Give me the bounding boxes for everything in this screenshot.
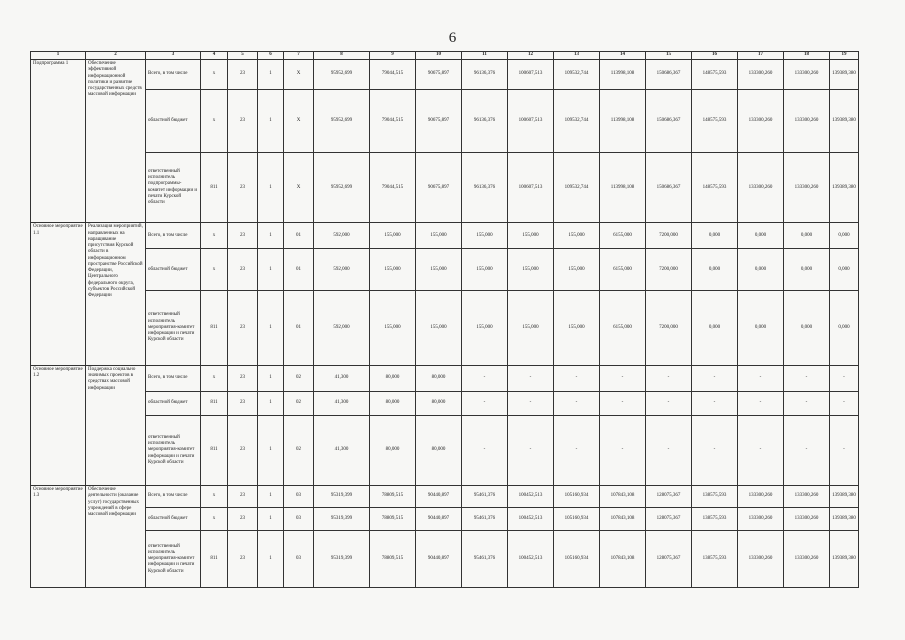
code-cell: 03 [284, 486, 314, 508]
code-cell: 03 [284, 531, 314, 588]
header-cell: 4 [201, 52, 228, 60]
amount-cell: 148575,593 [692, 89, 738, 152]
amount-cell: 107843,108 [600, 531, 646, 588]
amount-cell: 100607,513 [508, 60, 554, 89]
amount-cell: 155,000 [508, 223, 554, 249]
amount-cell: 155,000 [370, 291, 416, 366]
funding-source: Всего, в том числе [146, 60, 201, 89]
amount-cell: 155,000 [416, 249, 462, 291]
code-cell: 811 [201, 153, 228, 223]
amount-cell: 139389,380 [830, 486, 859, 508]
code-cell: 1 [258, 249, 284, 291]
amount-cell: - [600, 365, 646, 391]
amount-cell: 80,000 [416, 415, 462, 485]
amount-cell: - [554, 415, 600, 485]
code-cell: 1 [258, 153, 284, 223]
code-cell: х [201, 249, 228, 291]
header-cell: 17 [738, 52, 784, 60]
amount-cell: 7200,000 [646, 223, 692, 249]
amount-cell: - [508, 365, 554, 391]
amount-cell: 133300,260 [784, 486, 830, 508]
code-cell: 1 [258, 89, 284, 152]
header-cell: 3 [146, 52, 201, 60]
header-cell: 2 [86, 52, 146, 60]
amount-cell: 128075,367 [646, 507, 692, 531]
amount-cell: 109532,744 [554, 60, 600, 89]
amount-cell: - [784, 392, 830, 416]
code-cell: 1 [258, 531, 284, 588]
amount-cell: 95952,699 [314, 89, 370, 152]
amount-cell: 95461,376 [462, 486, 508, 508]
funding-source: областной бюджет [146, 507, 201, 531]
amount-cell: 133300,260 [738, 531, 784, 588]
amount-cell: 155,000 [508, 249, 554, 291]
amount-cell: - [554, 392, 600, 416]
amount-cell: 155,000 [462, 223, 508, 249]
amount-cell: 133300,260 [784, 153, 830, 223]
header-cell: 6 [258, 52, 284, 60]
amount-cell: 7200,000 [646, 291, 692, 366]
amount-cell: 155,000 [508, 291, 554, 366]
code-cell: х [201, 507, 228, 531]
code-cell: х [201, 486, 228, 508]
amount-cell: - [600, 392, 646, 416]
table-row [31, 486, 859, 508]
header-cell: 16 [692, 52, 738, 60]
amount-cell: 113998,108 [600, 60, 646, 89]
amount-cell: - [462, 365, 508, 391]
amount-cell: 96136,376 [462, 60, 508, 89]
amount-cell: 155,000 [554, 249, 600, 291]
amount-cell: 139389,380 [830, 60, 859, 89]
amount-cell: - [784, 415, 830, 485]
funding-source: ответственный исполнитель мероприятия-комитет информации и печати Курской области [146, 291, 201, 366]
code-cell: 811 [201, 415, 228, 485]
code-cell: 23 [228, 60, 258, 89]
header-cell: 15 [646, 52, 692, 60]
code-cell: 1 [258, 507, 284, 531]
amount-cell: - [692, 365, 738, 391]
code-cell: 03 [284, 507, 314, 531]
header-cell: 10 [416, 52, 462, 60]
amount-cell: 139389,380 [830, 89, 859, 152]
code-cell: 23 [228, 249, 258, 291]
amount-cell: 148575,593 [692, 153, 738, 223]
amount-cell: - [646, 415, 692, 485]
amount-cell: 6155,000 [600, 223, 646, 249]
amount-cell: 0,000 [738, 249, 784, 291]
code-cell: 23 [228, 223, 258, 249]
program-name: Обеспечение деятельности (оказание услуг) государственных учреждений в сфере массовой информации [86, 486, 146, 588]
header-cell: 8 [314, 52, 370, 60]
header-cell: 1 [31, 52, 86, 60]
table-row [31, 392, 859, 416]
amount-cell: 139389,380 [830, 153, 859, 223]
table-row [31, 507, 859, 531]
amount-cell: 133300,260 [738, 60, 784, 89]
amount-cell: 148575,593 [692, 60, 738, 89]
amount-cell: - [692, 415, 738, 485]
amount-cell: 95952,699 [314, 153, 370, 223]
table-row [31, 249, 859, 291]
code-cell: Х [284, 153, 314, 223]
amount-cell: 0,000 [784, 249, 830, 291]
amount-cell: - [738, 365, 784, 391]
amount-cell: 6155,000 [600, 249, 646, 291]
program-code: Основное мероприятие 1.2 [31, 365, 86, 485]
code-cell: Х [284, 89, 314, 152]
code-cell: 1 [258, 415, 284, 485]
funding-source: ответственный исполнитель мероприятия-комитет информации и печати Курской области [146, 415, 201, 485]
funding-source: ответственный исполнитель мероприятия-комитет информации и печати Курской области [146, 531, 201, 588]
amount-cell: 78809,515 [370, 486, 416, 508]
code-cell: 811 [201, 392, 228, 416]
amount-cell: - [738, 415, 784, 485]
amount-cell: - [462, 415, 508, 485]
amount-cell: 79044,515 [370, 60, 416, 89]
amount-cell: - [784, 365, 830, 391]
amount-cell: 90675,897 [416, 60, 462, 89]
amount-cell: 78809,515 [370, 507, 416, 531]
header-cell: 14 [600, 52, 646, 60]
amount-cell: 592,000 [314, 291, 370, 366]
amount-cell: - [830, 392, 859, 416]
code-cell: 01 [284, 223, 314, 249]
header-cell: 12 [508, 52, 554, 60]
amount-cell: 78809,515 [370, 531, 416, 588]
table-row [31, 531, 859, 588]
amount-cell: 0,000 [692, 249, 738, 291]
amount-cell: 80,000 [416, 365, 462, 391]
amount-cell: 133300,260 [784, 89, 830, 152]
amount-cell: 79044,515 [370, 89, 416, 152]
table-row [31, 89, 859, 152]
program-code: Подпрограмма 1 [31, 60, 86, 223]
code-cell: х [201, 60, 228, 89]
header-cell: 19 [830, 52, 859, 60]
code-cell: 811 [201, 531, 228, 588]
amount-cell: 100607,513 [508, 89, 554, 152]
amount-cell: 0,000 [738, 223, 784, 249]
amount-cell: - [554, 365, 600, 391]
amount-cell: 90675,897 [416, 153, 462, 223]
amount-cell: 95952,699 [314, 60, 370, 89]
amount-cell: 592,000 [314, 223, 370, 249]
code-cell: 1 [258, 223, 284, 249]
amount-cell: 139389,380 [830, 507, 859, 531]
amount-cell: 100452,513 [508, 507, 554, 531]
amount-cell: 80,000 [370, 415, 416, 485]
code-cell: 23 [228, 291, 258, 366]
amount-cell: 6155,000 [600, 291, 646, 366]
header-cell: 9 [370, 52, 416, 60]
amount-cell: 109532,744 [554, 153, 600, 223]
code-cell: 01 [284, 249, 314, 291]
amount-cell: 80,000 [416, 392, 462, 416]
program-code: Основное мероприятие 1.1 [31, 223, 86, 366]
amount-cell: 95319,399 [314, 507, 370, 531]
amount-cell: - [830, 365, 859, 391]
budget-table [30, 51, 859, 588]
amount-cell: - [508, 392, 554, 416]
amount-cell: 133300,260 [784, 531, 830, 588]
amount-cell: 138575,593 [692, 531, 738, 588]
code-cell: х [201, 223, 228, 249]
amount-cell: 150686,367 [646, 60, 692, 89]
code-cell: 23 [228, 365, 258, 391]
table-row [31, 415, 859, 485]
amount-cell: 107843,108 [600, 486, 646, 508]
amount-cell: - [646, 392, 692, 416]
code-cell: 23 [228, 153, 258, 223]
amount-cell: 105160,934 [554, 507, 600, 531]
amount-cell: 0,000 [738, 291, 784, 366]
table-row [31, 60, 859, 89]
amount-cell: 128075,367 [646, 531, 692, 588]
amount-cell: - [646, 365, 692, 391]
header-cell: 18 [784, 52, 830, 60]
header-row [31, 52, 859, 60]
amount-cell: 7200,000 [646, 249, 692, 291]
amount-cell: 0,000 [830, 291, 859, 366]
amount-cell: - [462, 392, 508, 416]
code-cell: 23 [228, 415, 258, 485]
amount-cell: - [692, 392, 738, 416]
code-cell: х [201, 365, 228, 391]
table-row [31, 153, 859, 223]
amount-cell: 113998,108 [600, 89, 646, 152]
funding-source: областной бюджет [146, 249, 201, 291]
amount-cell: 139389,380 [830, 531, 859, 588]
code-cell: 23 [228, 392, 258, 416]
code-cell: 23 [228, 486, 258, 508]
code-cell: 02 [284, 415, 314, 485]
amount-cell: 133300,260 [738, 153, 784, 223]
amount-cell: 41,300 [314, 415, 370, 485]
header-cell: 5 [228, 52, 258, 60]
header-cell: 11 [462, 52, 508, 60]
amount-cell: 113998,108 [600, 153, 646, 223]
amount-cell: 155,000 [416, 291, 462, 366]
amount-cell: 592,000 [314, 249, 370, 291]
amount-cell: 95319,399 [314, 486, 370, 508]
amount-cell: 0,000 [784, 291, 830, 366]
amount-cell: 128075,367 [646, 486, 692, 508]
page-number: 6 [448, 30, 457, 46]
funding-source: Всего, в том числе [146, 223, 201, 249]
amount-cell: 96136,376 [462, 153, 508, 223]
amount-cell: 155,000 [462, 249, 508, 291]
amount-cell: 105160,934 [554, 531, 600, 588]
amount-cell: 80,000 [370, 365, 416, 391]
amount-cell: 41,300 [314, 365, 370, 391]
amount-cell: - [738, 392, 784, 416]
amount-cell: 90440,897 [416, 507, 462, 531]
amount-cell: 0,000 [830, 223, 859, 249]
amount-cell: 109532,744 [554, 89, 600, 152]
amount-cell: 79044,515 [370, 153, 416, 223]
program-name: Поддержка социально значимых проектов в средствах массовой информации [86, 365, 146, 485]
code-cell: 811 [201, 291, 228, 366]
amount-cell: 155,000 [554, 223, 600, 249]
amount-cell: 133300,260 [738, 486, 784, 508]
code-cell: 02 [284, 392, 314, 416]
amount-cell: 155,000 [554, 291, 600, 366]
amount-cell: 133300,260 [738, 89, 784, 152]
code-cell: 1 [258, 486, 284, 508]
amount-cell: 155,000 [370, 223, 416, 249]
amount-cell: 150686,367 [646, 153, 692, 223]
amount-cell: 95461,376 [462, 531, 508, 588]
amount-cell: - [600, 415, 646, 485]
amount-cell: 138575,593 [692, 486, 738, 508]
amount-cell: 80,000 [370, 392, 416, 416]
table-row [31, 365, 859, 391]
amount-cell: 41,300 [314, 392, 370, 416]
funding-source: областной бюджет [146, 392, 201, 416]
code-cell: 1 [258, 60, 284, 89]
code-cell: 1 [258, 392, 284, 416]
amount-cell: 133300,260 [738, 507, 784, 531]
amount-cell: 0,000 [692, 291, 738, 366]
amount-cell: 100452,513 [508, 531, 554, 588]
amount-cell: 100452,513 [508, 486, 554, 508]
code-cell: 23 [228, 531, 258, 588]
program-code: Основное мероприятие 1.3 [31, 486, 86, 588]
header-cell: 13 [554, 52, 600, 60]
amount-cell: 95319,399 [314, 531, 370, 588]
code-cell: 02 [284, 365, 314, 391]
table-row [31, 291, 859, 366]
amount-cell: - [508, 415, 554, 485]
code-cell: Х [284, 60, 314, 89]
amount-cell: - [830, 415, 859, 485]
amount-cell: 95461,376 [462, 507, 508, 531]
amount-cell: 0,000 [830, 249, 859, 291]
code-cell: 01 [284, 291, 314, 366]
header-cell: 7 [284, 52, 314, 60]
amount-cell: 155,000 [416, 223, 462, 249]
table-row [31, 223, 859, 249]
amount-cell: 155,000 [370, 249, 416, 291]
amount-cell: 96136,376 [462, 89, 508, 152]
program-name: Реализация мероприятий, направленных на наращивание присутствия Курской области в информационном пространстве Российской Федерации, Центрального федерального округа, субъектов Российской Федерации [86, 223, 146, 366]
code-cell: 1 [258, 291, 284, 366]
amount-cell: 150686,367 [646, 89, 692, 152]
amount-cell: 90440,897 [416, 531, 462, 588]
amount-cell: 90440,897 [416, 486, 462, 508]
funding-source: Всего, в том числе [146, 365, 201, 391]
amount-cell: 0,000 [692, 223, 738, 249]
amount-cell: 90675,897 [416, 89, 462, 152]
amount-cell: 105160,934 [554, 486, 600, 508]
funding-source: ответственный исполнитель подпрограммы-комитет информации и печати Курской области [146, 153, 201, 223]
amount-cell: 100607,513 [508, 153, 554, 223]
amount-cell: 155,000 [462, 291, 508, 366]
amount-cell: 133300,260 [784, 60, 830, 89]
amount-cell: 107843,108 [600, 507, 646, 531]
code-cell: 23 [228, 507, 258, 531]
program-name: Обеспечение эффективной информационной политики и развитие государственных средств массовой информации [86, 60, 146, 223]
funding-source: областной бюджет [146, 89, 201, 152]
code-cell: 1 [258, 365, 284, 391]
code-cell: х [201, 89, 228, 152]
funding-source: Всего, в том числе [146, 486, 201, 508]
amount-cell: 138575,593 [692, 507, 738, 531]
code-cell: 23 [228, 89, 258, 152]
amount-cell: 133300,260 [784, 507, 830, 531]
amount-cell: 0,000 [784, 223, 830, 249]
